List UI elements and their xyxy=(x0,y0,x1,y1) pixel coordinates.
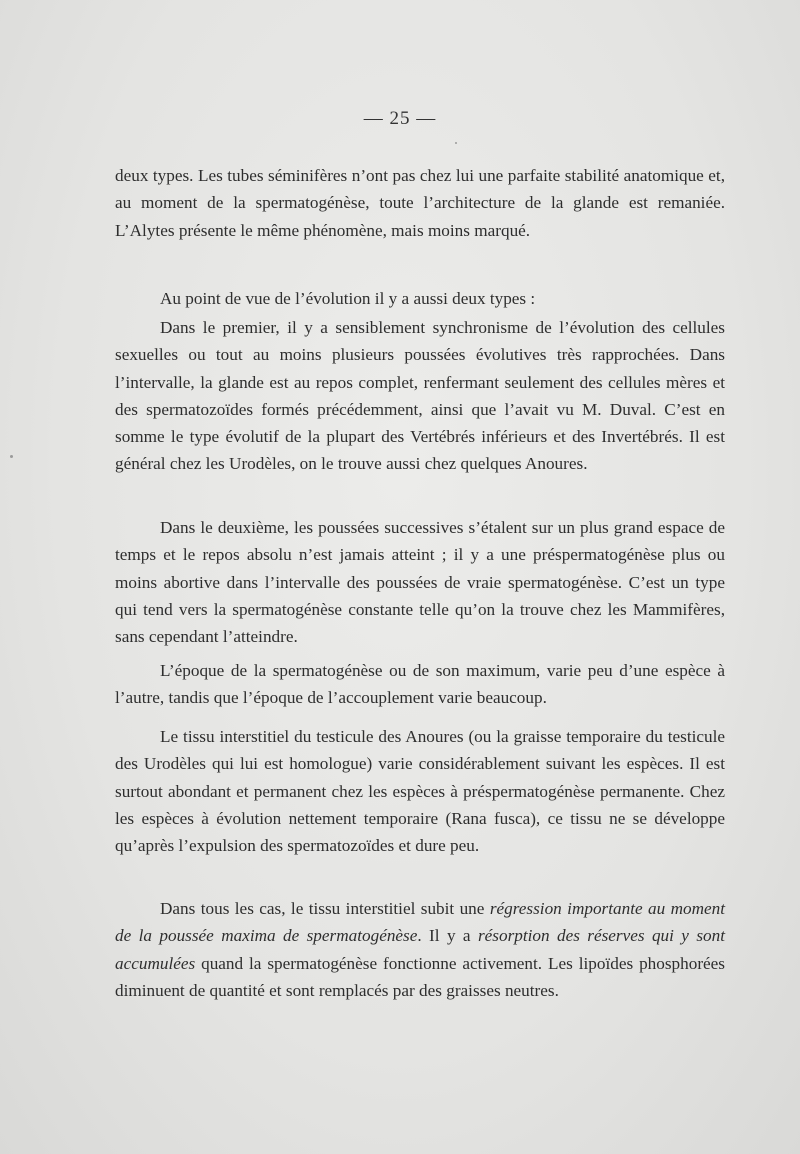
paragraph-block xyxy=(115,514,725,650)
paragraph xyxy=(115,657,725,712)
paragraph-block xyxy=(115,162,725,244)
paragraph xyxy=(115,514,725,650)
paragraph-text: quand la spermatogénèse fonctionne activement. Les lipoïdes phosphorées diminuent de quantité et sont remplacés par des graisses neutres. xyxy=(115,953,725,1000)
paragraph-block xyxy=(115,895,725,1004)
paragraph xyxy=(115,285,725,312)
paragraph-block xyxy=(115,285,725,312)
paragraph-text: . Il y a xyxy=(417,926,478,946)
paragraph-text: Dans le deuxième, les poussées successives s’étalent sur un plus grand espace de temps et le repos absolu n’est jamais atteint ; il y a une préspermatogénèse plus ou moins abortive dans l’intervalle des poussées de vraie spermatogénèse. C’est un type qui tend vers la spermatogénèse constante telle qu’on la trouve chez les Mammifères, sans cependant l’atteindre. xyxy=(115,518,725,647)
paragraph-text: deux types. Les tubes séminifères n’ont pas chez lui une parfaite stabilité anatomique et, au moment de la spermatogénèse, toute l’architecture de la glande est remaniée. L’Alytes présente le même phénomène, mais moins marqué. xyxy=(115,166,725,240)
paragraph-block xyxy=(115,657,725,712)
paragraph-text: Au point de vue de l’évolution il y a aussi deux types : xyxy=(160,289,536,308)
speck xyxy=(10,455,13,458)
paragraph xyxy=(115,162,725,244)
speck xyxy=(455,142,457,144)
paragraph xyxy=(115,314,725,478)
paragraph xyxy=(115,895,725,1004)
paragraph-text: L’époque de la spermatogénèse ou de son maximum, varie peu d’une espèce à l’autre, tandis que l’époque de l’accouplement varie beaucoup. xyxy=(115,661,725,708)
paragraph-text: Le tissu interstitiel du testicule des Anoures (ou la graisse temporaire du testicule des Urodèles qui lui est homologue) varie considérablement suivant les espèces. Il est surtout abondant et permanent chez les espèces à préspermatogénèse permanente. Chez les espèces à évolution nettement temporaire (Rana fusca), ce tissu ne se développe qu’après l’expulsion des spermatozoïdes et dure peu. xyxy=(115,727,725,856)
paragraph xyxy=(115,723,725,859)
italic-phrase: régression importante au moment de la poussée maxima de spermatogénèse xyxy=(115,899,726,946)
italic-phrase: résorption des réserves qui y sont accumulées xyxy=(115,926,725,973)
page-number: — 25 — xyxy=(363,108,437,129)
paragraph-block xyxy=(115,723,725,859)
paragraph-text: Dans tous les cas, le tissu interstitiel subit une xyxy=(160,899,490,918)
paragraph-block xyxy=(115,314,725,478)
paragraph-text: Dans le premier, il y a sensiblement synchronisme de l’évolution des cellules sexuelles ou tout au moins plusieurs poussées évolutives très rapprochées. Dans l’intervalle, la glande est au repos complet, renfermant seulement des cellules mères et des spermatozoïdes formés précédemment, ainsi que l’avait vu M. Duval. C’est en somme le type évolutif de la plupart des Vertébrés inférieurs et des Invertébrés. Il est général chez les Urodèles, on le trouve aussi chez quelques Anoures. xyxy=(115,318,725,474)
